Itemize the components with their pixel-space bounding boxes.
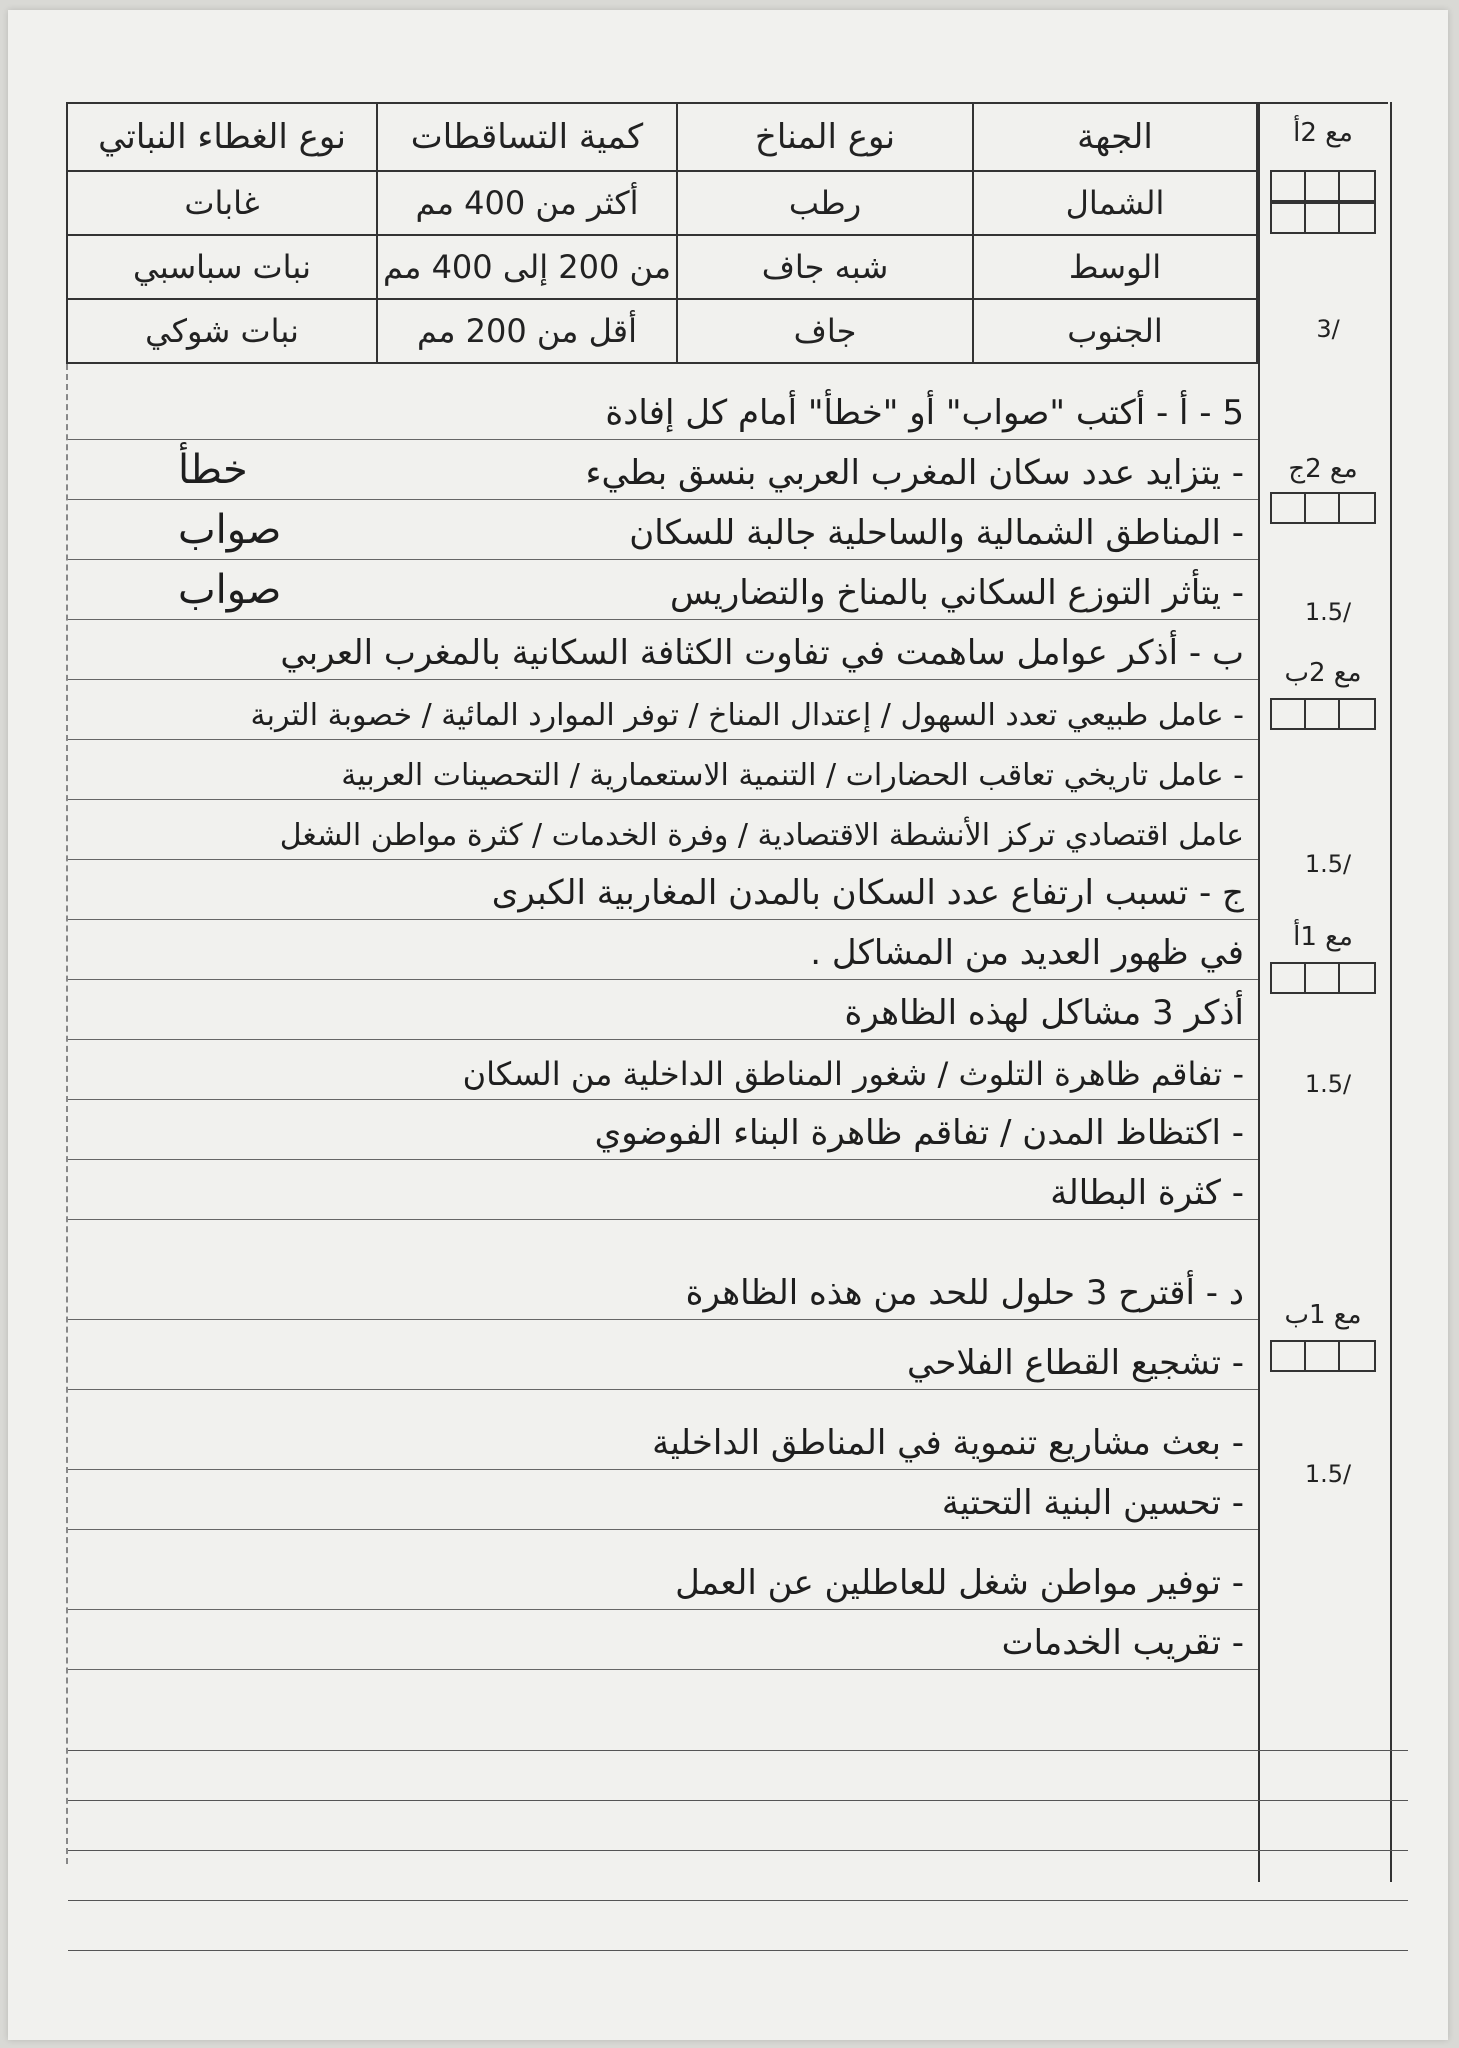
text-line: - تقريب الخدمات [68,1610,1258,1670]
criterion-label: مع 2ب [1284,658,1362,688]
score-grid [1270,202,1376,234]
ruled-line [68,1950,1408,1951]
answer-sheet [8,10,1448,2040]
cell-vegetation: نبات سباسبي [68,236,378,300]
answer-mark: صواب [178,507,282,553]
answer-mark: خطأ [178,447,248,493]
cell-precipitation: من 200 إلى 400 مم [378,236,678,300]
cell-climate: رطب [678,172,974,236]
ruled-line [68,1900,1408,1901]
score-grid [1270,962,1376,994]
cell-region: الشمال [974,172,1256,236]
header-climate: نوع المناخ [678,104,974,172]
score-value: 1.5/ [1304,850,1352,878]
text-line: - تفاقم ظاهرة التلوث / شغور المناطق الداخلية من السكان [68,1040,1258,1100]
score-value: 3/ [1316,315,1340,343]
climate-table [66,102,1258,364]
text-line: د - أقترح 3 حلول للحد من هذه الظاهرة [68,1260,1258,1320]
answer-mark: صواب [178,567,282,613]
text-line: عامل اقتصادي تركز الأنشطة الاقتصادية / وفرة الخدمات / كثرة مواطن الشغل [68,800,1258,860]
ruled-line [68,1800,1408,1801]
text-line: 5 - أ - أكتب "صواب" أو "خطأ" أمام كل إفادة [68,380,1258,440]
text-line: - عامل طبيعي تعدد السهول / إعتدال المناخ / توفر الموارد المائية / خصوبة التربة [68,680,1258,740]
criterion-label: مع 2أ [1293,118,1353,148]
cell-precipitation: أكثر من 400 مم [378,172,678,236]
text-line: ج - تسبب ارتفاع عدد السكان بالمدن المغاربية الكبرى [68,860,1258,920]
score-value: 1.5/ [1304,1460,1352,1488]
text-line: - المناطق الشمالية والساحلية جالبة للسكان صواب [68,500,1258,560]
text-line: - تحسين البنية التحتية [68,1470,1258,1530]
text-line: ب - أذكر عوامل ساهمت في تفاوت الكثافة السكانية بالمغرب العربي [68,620,1258,680]
text-line: - كثرة البطالة [68,1160,1258,1220]
text-line: - يتأثر التوزع السكاني بالمناخ والتضاريس صواب [68,560,1258,620]
header-region: الجهة [974,104,1256,172]
cell-region: الوسط [974,236,1256,300]
text-line: - يتزايد عدد سكان المغرب العربي بنسق بطيء خطأ [68,440,1258,500]
score-grid [1270,492,1376,524]
header-precipitation: كمية التساقطات [378,104,678,172]
cell-climate: شبه جاف [678,236,974,300]
text-line: أذكر 3 مشاكل لهذه الظاهرة [68,980,1258,1040]
header-vegetation: نوع الغطاء النباتي [68,104,378,172]
criterion-label: مع 2ج [1288,454,1358,484]
score-grid [1270,170,1376,202]
score-value: 1.5/ [1304,1070,1352,1098]
criterion-label: مع 1أ [1293,922,1353,952]
text-line: - بعث مشاريع تنموية في المناطق الداخلية [68,1410,1258,1470]
ruled-line [68,1850,1408,1851]
text-line: في ظهور العديد من المشاكل . [68,920,1258,980]
cell-vegetation: نبات شوكي [68,300,378,362]
cell-climate: جاف [678,300,974,362]
text-line: - عامل تاريخي تعاقب الحضارات / التنمية الاستعمارية / التحصينات العربية [68,740,1258,800]
text-line: - تشجيع القطاع الفلاحي [68,1330,1258,1390]
ruled-line [68,1750,1408,1751]
cell-region: الجنوب [1067,312,1163,350]
margin-top-border [1258,102,1388,104]
cell-vegetation: غابات [68,172,378,236]
cell-precipitation: أقل من 200 مم [378,300,678,362]
score-grid [1270,1340,1376,1372]
text-line: - اكتظاظ المدن / تفاقم ظاهرة البناء الفوضوي [68,1100,1258,1160]
score-value: 1.5/ [1304,598,1352,626]
text-line: - توفير مواطن شغل للعاطلين عن العمل [68,1550,1258,1610]
score-grid [1270,698,1376,730]
criterion-label: مع 1ب [1284,1300,1362,1330]
